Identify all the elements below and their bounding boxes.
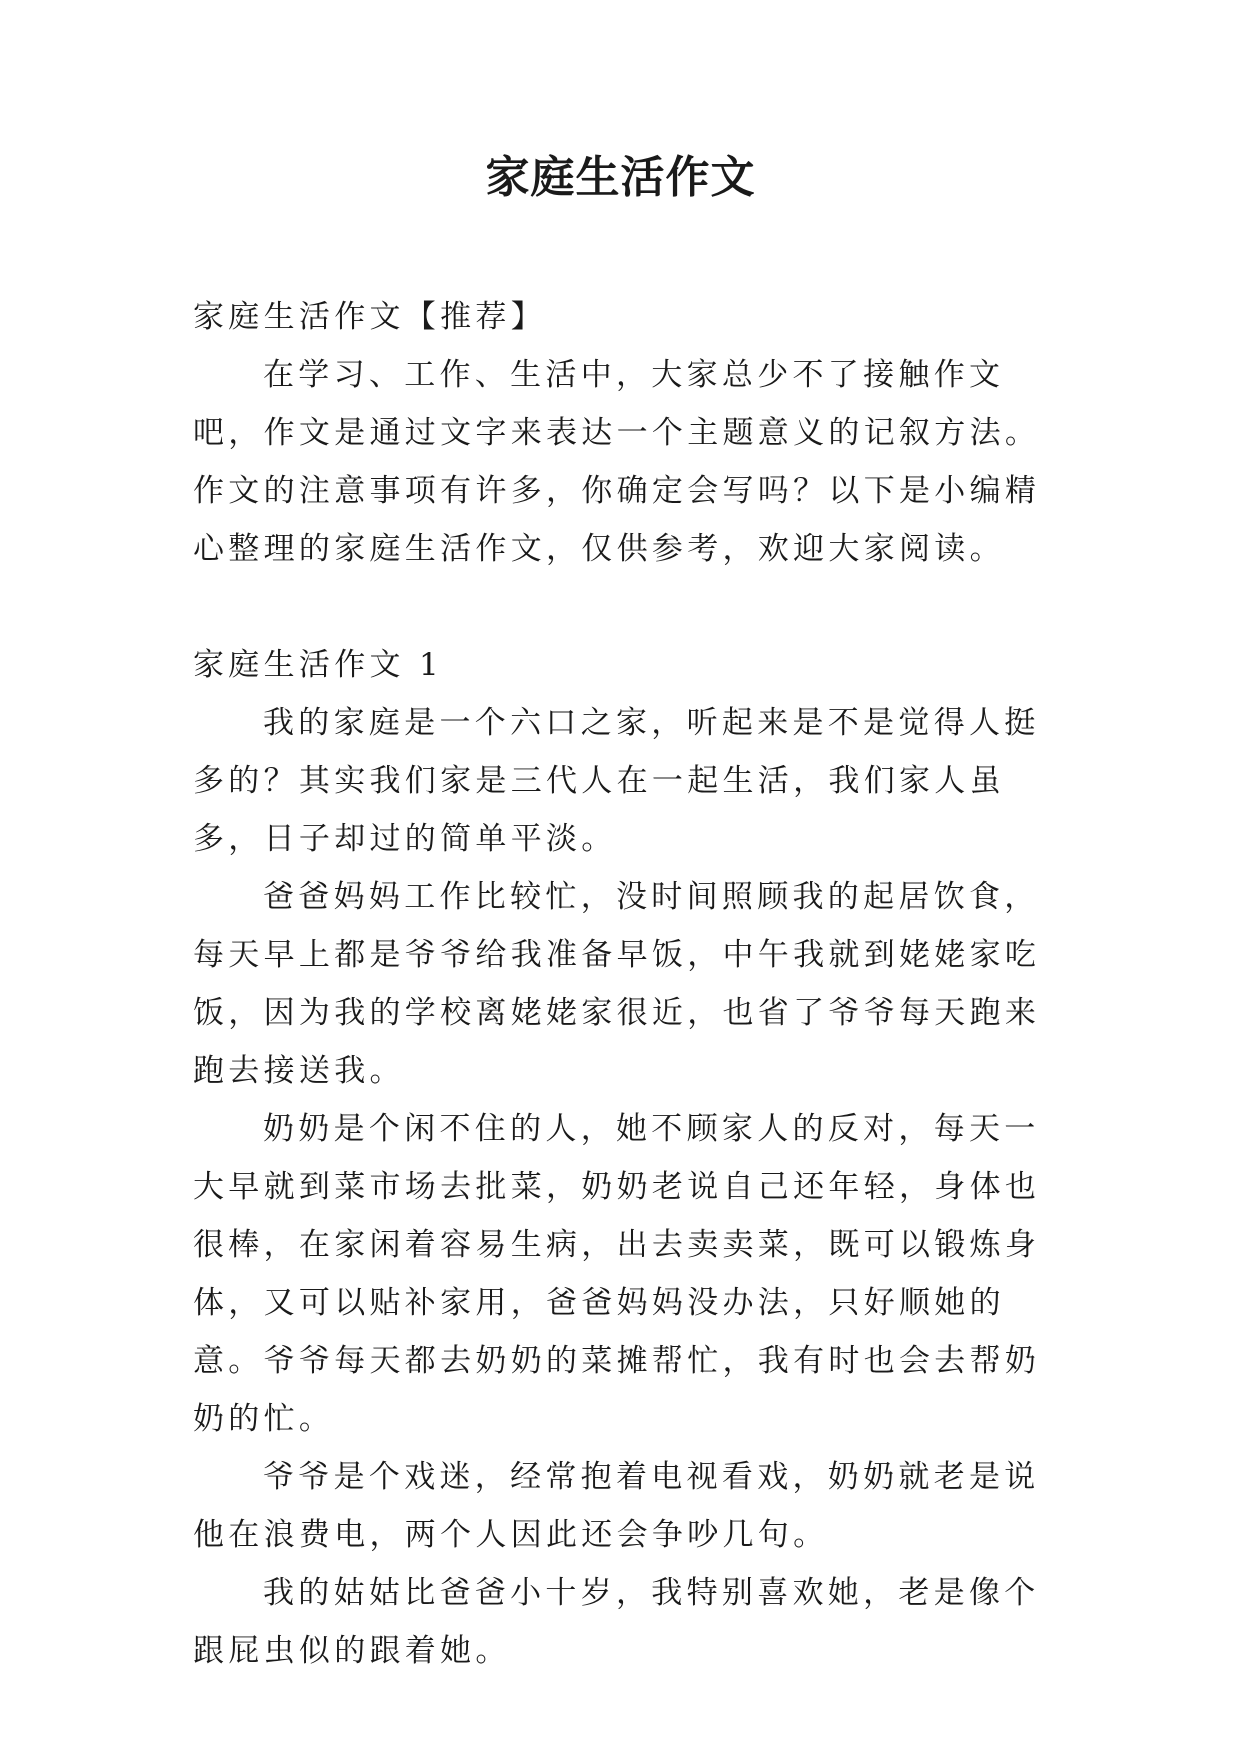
body-paragraph: 奶奶是个闲不住的人，她不顾家人的反对，每天一大早就到菜市场去批菜，奶奶老说自己还年轻，身体也很棒，在家闲着容易生病，出去卖卖菜，既可以锻炼身体，又可以贴补家用，爸爸妈妈没办法，只好顺她的意。爷爷每天都去奶奶的菜摊帮忙，我有时也会去帮奶奶的忙。 [193,1111,1041,1437]
body-paragraph: 我的姑姑比爸爸小十岁，我特别喜欢她，老是像个跟屁虫似的跟着她。 [193,1575,1040,1669]
intro-heading: 家庭生活作文【推荐】 [193,299,546,335]
body-paragraph: 我的家庭是一个六口之家，听起来是不是觉得人挺多的？其实我们家是三代人在一起生活，我们家人虽多，日子却过的简单平淡。 [193,705,1040,857]
document-body [193,288,1053,1680]
section-spacer [193,578,1053,636]
intro-paragraph: 在学习、工作、生活中，大家总少不了接触作文吧，作文是通过文字来表达一个主题意义的记叙方法。作文的注意事项有许多，你确定会写吗？以下是小编精心整理的家庭生活作文，仅供参考，欢迎大家阅读。 [193,357,1041,567]
section-heading: 家庭生活作文 1 [193,647,443,683]
body-paragraph: 爷爷是个戏迷，经常抱着电视看戏，奶奶就老是说他在浪费电，两个人因此还会争吵几句。 [193,1459,1040,1553]
body-paragraph: 爸爸妈妈工作比较忙，没时间照顾我的起居饮食，每天早上都是爷爷给我准备早饭，中午我就到姥姥家吃饭，因为我的学校离姥姥家很近，也省了爷爷每天跑来跑去接送我。 [193,879,1041,1089]
document-title: 家庭生活作文 [485,152,756,203]
